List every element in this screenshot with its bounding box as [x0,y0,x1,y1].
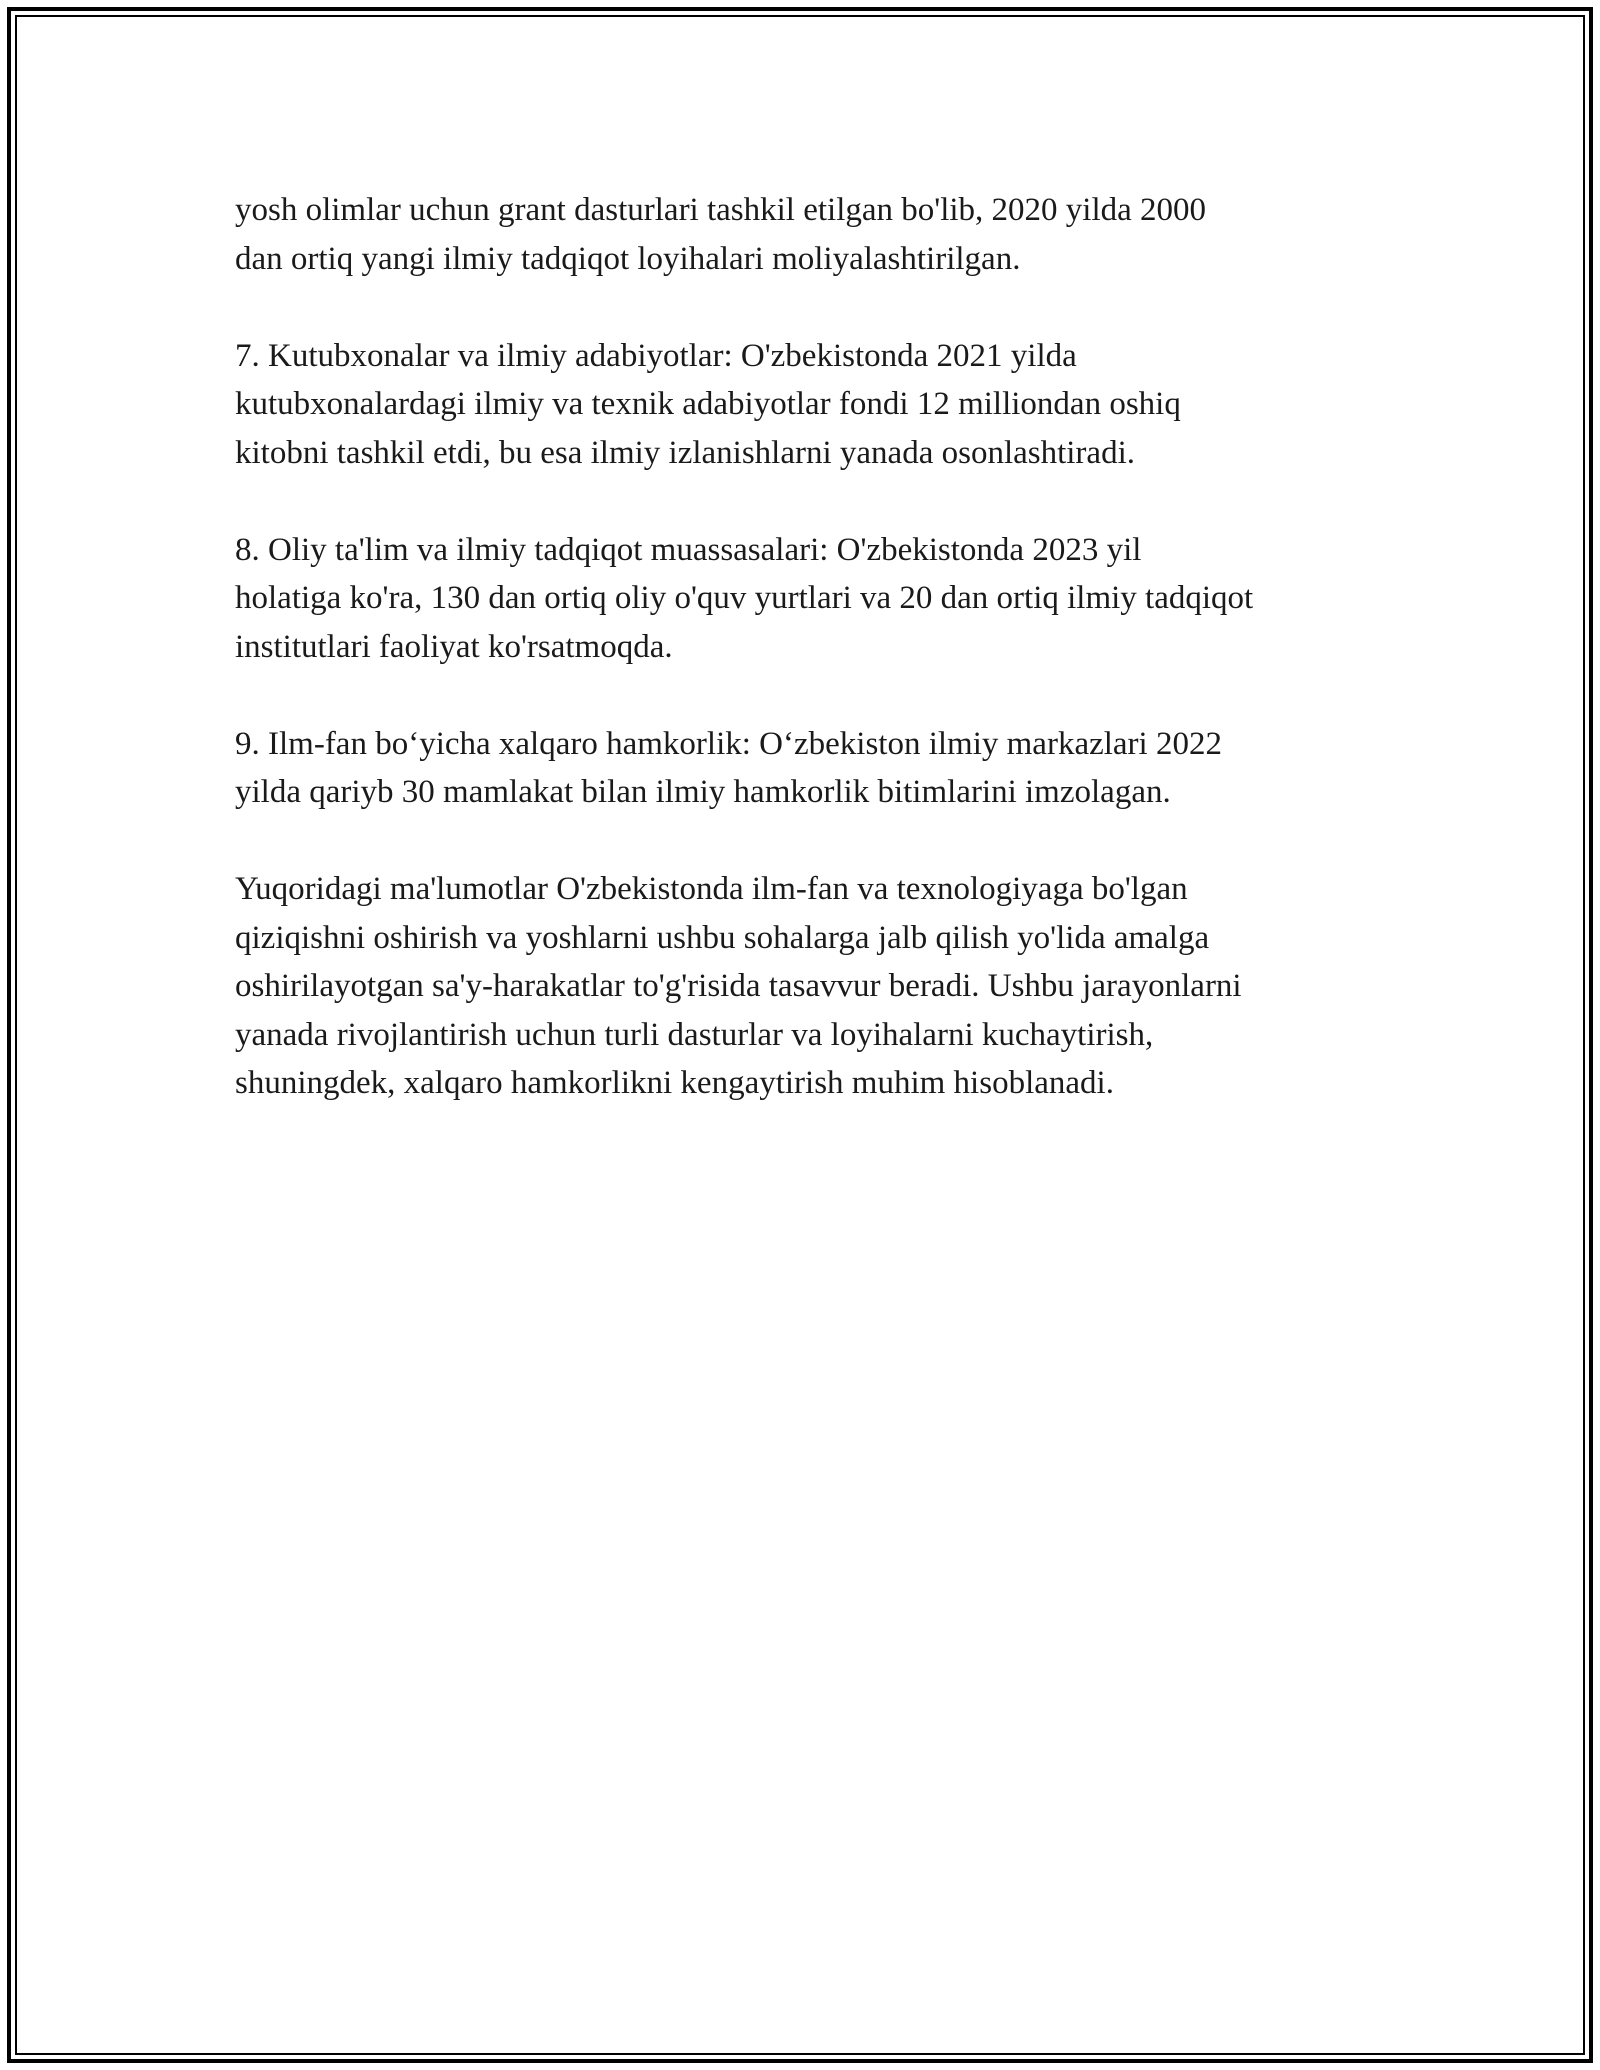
text-line: holatiga ko'ra, 130 dan ortiq oliy o'quv yurtlari va 20 dan ortiq ilmiy tadqiqot [235,580,1254,616]
text-line: institutlari faoliyat ko'rsatmoqda. [235,628,673,665]
paragraph-grants [235,186,1385,283]
text-line: dan ortiq yangi ilmiy tadqiqot loyihalari moliyalashtirilgan. [235,240,1021,277]
text-line: yanada rivojlantirish uchun turli dasturlar va loyihalarni kuchaytirish, [235,1016,1154,1053]
text-line: 9. Ilm-fan bo‘yicha xalqaro hamkorlik: O‘zbekiston ilmiy markazlari 2022 [235,725,1222,762]
text-line: qiziqishni oshirish va yoshlarni ushbu sohalarga jalb qilish yo'lida amalga [235,919,1210,956]
document-body [235,186,1385,1156]
text-line: kitobni tashkil etdi, bu esa ilmiy izlanishlarni yanada osonlashtiradi. [235,434,1135,471]
text-line: shuningdek, xalqaro hamkorlikni kengaytirish muhim hisoblanadi. [235,1065,1114,1101]
paragraph-conclusion [235,865,1385,1108]
paragraph-higher-education [235,526,1385,672]
text-line: kutubxonalardagi ilmiy va texnik adabiyotlar fondi 12 milliondan oshiq [235,386,1181,422]
text-line: yilda qariyb 30 mamlakat bilan ilmiy hamkorlik bitimlarini imzolagan. [235,774,1171,810]
text-line: oshirilayotgan sa'y-harakatlar to'g'risida tasavvur beradi. Ushbu jarayonlarni [235,968,1242,1004]
text-line: yosh olimlar uchun grant dasturlari tashkil etilgan bo'lib, 2020 yilda 2000 [235,192,1207,228]
text-line: 8. Oliy ta'lim va ilmiy tadqiqot muassasalari: O'zbekistonda 2023 yil [235,531,1142,568]
text-line: Yuqoridagi ma'lumotlar O'zbekistonda ilm-fan va texnologiyaga bo'lgan [235,871,1188,907]
text-line: 7. Kutubxonalar va ilmiy adabiyotlar: O'zbekistonda 2021 yilda [235,337,1077,374]
paragraph-international-cooperation [235,720,1385,817]
paragraph-libraries [235,332,1385,478]
